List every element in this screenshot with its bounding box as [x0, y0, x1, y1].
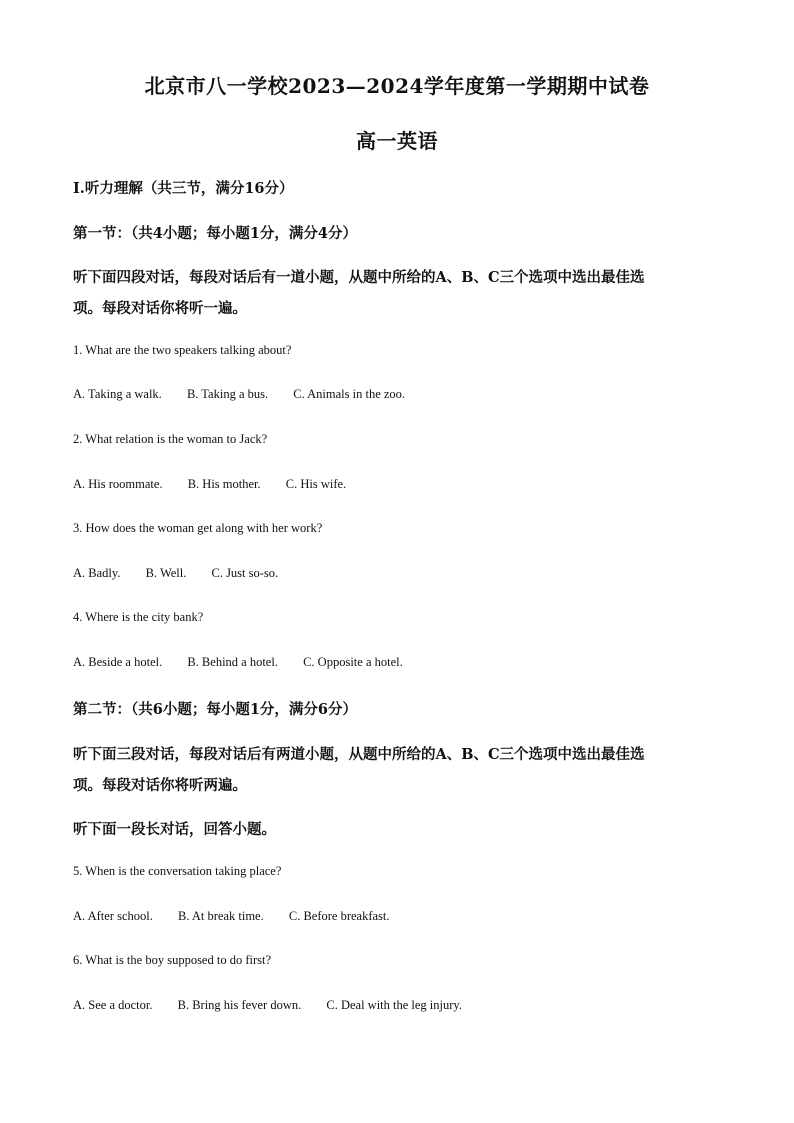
- option-a: A. After school.: [73, 909, 153, 923]
- section2-sub-instruction: 听下面一段长对话，回答小题。: [73, 821, 276, 838]
- section2-instruction-line2: 项。每段对话你将听两遍。: [73, 777, 247, 794]
- option-a: A. See a doctor.: [73, 998, 153, 1012]
- question-1-options: [73, 387, 427, 402]
- option-c: C. Deal with the leg injury.: [326, 998, 462, 1012]
- exam-subtitle: 高一英语: [356, 129, 438, 153]
- question-1: 1. What are the two speakers talking about?: [73, 343, 292, 357]
- question-3-options: [73, 566, 300, 581]
- option-c: C. Just so-so.: [211, 566, 279, 580]
- option-b: B. Bring his fever down.: [177, 998, 302, 1012]
- option-c: C. Before breakfast.: [288, 909, 390, 923]
- option-c: C. Opposite a hotel.: [303, 655, 403, 669]
- question-2: 2. What relation is the woman to Jack?: [73, 432, 268, 446]
- section1-heading: 第一节：（共4小题；每小题1分，满分4分）: [73, 225, 358, 242]
- question-5-options: [73, 909, 412, 924]
- question-6-options: [73, 998, 484, 1013]
- part1-heading: Ⅰ.听力理解（共三节，满分16分）: [73, 180, 294, 197]
- question-4: 4. Where is the city bank?: [73, 610, 204, 624]
- section1-instruction-line1: 听下面四段对话，每段对话后有一道小题，从题中所给的A、B、C三个选项中选出最佳选: [73, 269, 645, 286]
- option-b: B. Taking a bus.: [186, 387, 269, 401]
- exam-title: 北京市八一学校2023—2024学年度第一学期期中试卷: [144, 74, 650, 98]
- option-c: C. Animals in the zoo.: [293, 387, 406, 401]
- option-a: A. Beside a hotel.: [73, 655, 163, 669]
- option-b: B. At break time.: [177, 909, 264, 923]
- option-b: B. Well.: [145, 566, 187, 580]
- section2-heading: 第二节：（共6小题；每小题1分，满分6分）: [73, 701, 358, 718]
- question-5: 5. When is the conversation taking place?: [73, 864, 282, 878]
- question-3: 3. How does the woman get along with her work?: [73, 521, 323, 535]
- question-4-options: [73, 655, 425, 670]
- section2-instruction-line1: 听下面三段对话，每段对话后有两道小题，从题中所给的A、B、C三个选项中选出最佳选: [73, 746, 645, 763]
- option-a: A. His roommate.: [73, 477, 163, 491]
- option-b: B. Behind a hotel.: [187, 655, 278, 669]
- option-a: A. Taking a walk.: [73, 387, 162, 401]
- section1-instruction-line2: 项。每段对话你将听一遍。: [73, 300, 247, 317]
- question-6: 6. What is the boy supposed to do first?: [73, 953, 272, 967]
- option-a: A. Badly.: [73, 566, 121, 580]
- option-b: B. His mother.: [187, 477, 261, 491]
- option-c: C. His wife.: [285, 477, 347, 491]
- question-2-options: [73, 477, 368, 492]
